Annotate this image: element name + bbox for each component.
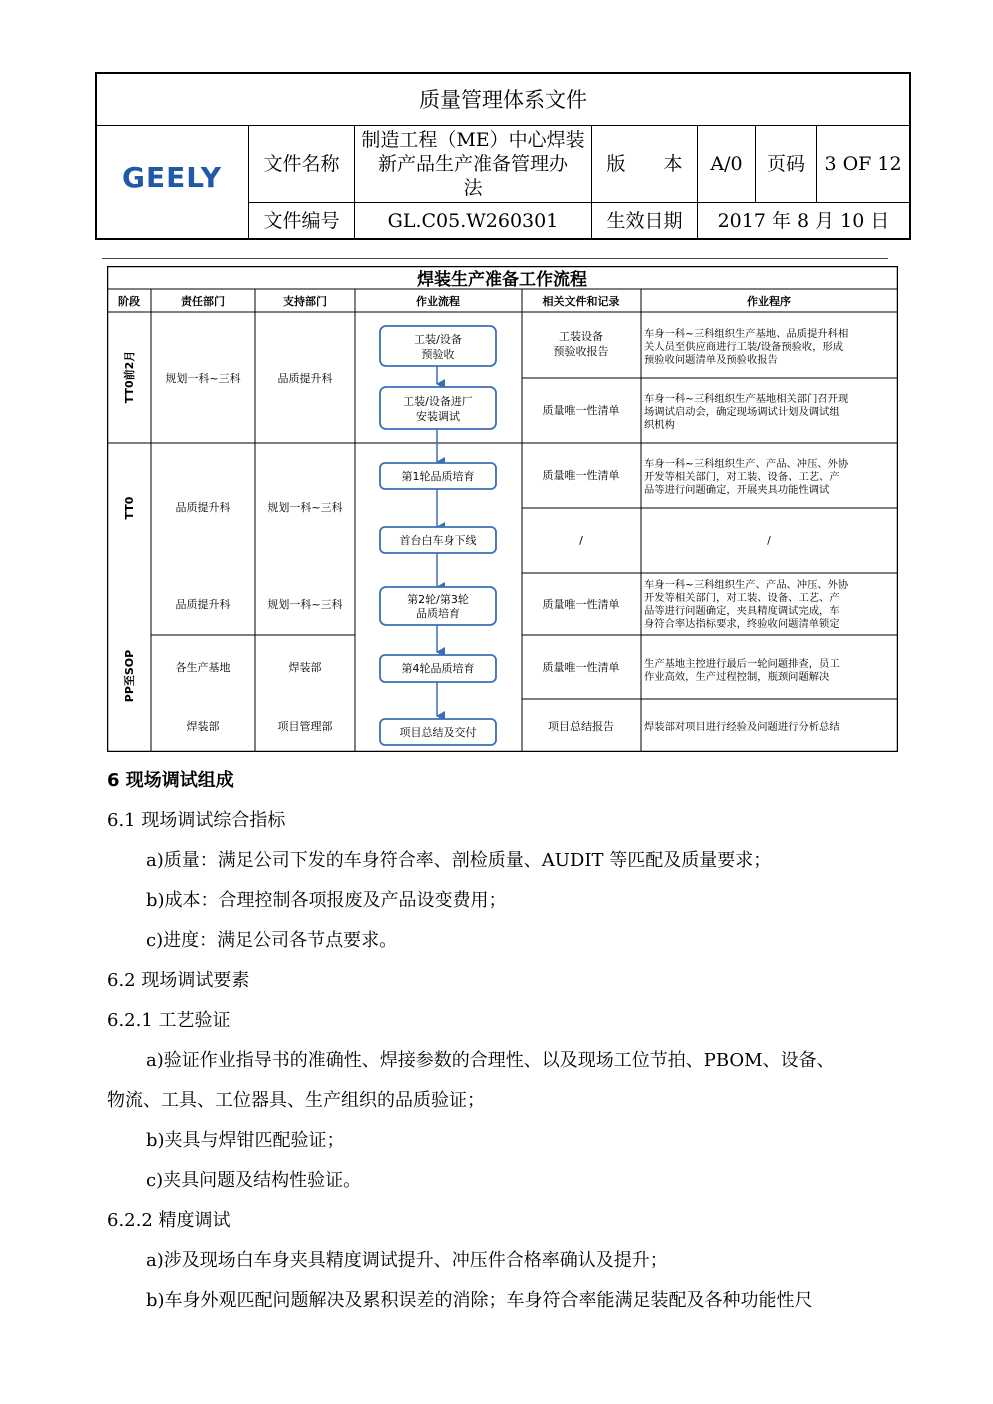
paragraph: c)进度：满足公司各节点要求。 [146,930,398,951]
procedure-text: 品等进行问题确定，开展夹具功能性调试 [644,484,830,496]
paragraph: b)夹具与焊钳匹配验证； [146,1130,345,1151]
procedure-text: 车身一科~三科组织生产基地相关部门召开现 [644,393,849,405]
file-no-label: 文件编号 [263,209,340,232]
paragraph: c)夹具问题及结构性验证。 [146,1170,362,1191]
responsible-dept: 品质提升科 [175,598,231,611]
related-document: 项目总结报告 [548,720,614,733]
responsible-dept: 焊装部 [186,720,220,733]
procedure-text: 关人员至供应商进行工装/设备预验收，形成 [644,341,844,353]
related-document: 质量唯一性清单 [542,598,620,611]
process-step-label: 项目总结及交付 [399,726,477,739]
page-label: 页码 [766,153,805,175]
procedure-text: 品等进行问题确定，夹具精度调试完成，车 [644,605,840,617]
procedure-text: 车身一科~三科组织生产、产品、冲压、外协 [644,579,849,591]
section-6-title: 6 现场调试组成 [107,770,234,791]
process-step-label: 第2轮/第3轮 [407,593,469,606]
header-responsible: 责任部门 [181,295,225,308]
related-document: 工装设备 [559,330,603,343]
paragraph: b)车身外观匹配问题解决及累积误差的消除；车身符合率能满足装配及各种功能性尺 [146,1290,813,1311]
procedure-text: / [767,535,771,547]
responsible-dept: 规划一科~三科 [165,372,241,385]
document-title: 质量管理体系文件 [419,87,587,112]
process-step-label: 工装/设备进厂 [403,395,473,408]
file-name-line-1: 制造工程（ME）中心焊装 [361,129,585,151]
process-step-label: 安装调试 [416,410,460,423]
procedure-text: 车身一科~三科组织生产、产品、冲压、外协 [644,458,849,470]
header-documents: 相关文件和记录 [542,295,620,308]
support-dept: 焊装部 [288,661,322,674]
stage-tt0-before: TT0前2月 [123,350,136,404]
procedure-text: 场调试启动会，确定现场调试计划及调试组 [644,406,840,418]
file-no-value: GL.C05.W260301 [387,209,559,232]
support-dept: 项目管理部 [277,720,333,733]
version-label: 版 本 [606,153,683,175]
workflow-chart [107,266,898,752]
section-6-2-heading: 6.2 现场调试要素 [107,970,250,991]
version-value: A/0 [710,153,743,175]
process-step-label: 预验收 [421,348,455,361]
header-stage: 阶段 [118,295,140,308]
responsible-dept: 各生产基地 [175,661,231,674]
related-document: 预验收报告 [553,345,609,358]
header-divider [102,258,888,259]
process-step-label: 工装/设备 [414,333,462,346]
paragraph: b)成本：合理控制各项报废及产品设变费用； [146,890,507,911]
header-support: 支持部门 [283,295,327,308]
process-step-label: 品质培育 [416,607,460,620]
related-document: 质量唯一性清单 [542,404,620,417]
workflow-title: 焊装生产准备工作流程 [417,270,587,290]
paragraph: a)验证作业指导书的准确性、焊接参数的合理性、以及现场工位节拍、PBOM、设备、 [146,1050,835,1071]
procedure-text: 焊装部对项目进行经验及问题进行分析总结 [644,721,840,733]
section-6-2-2-heading: 6.2.2 精度调试 [107,1210,231,1231]
procedure-text: 生产基地主控进行最后一轮问题排查，员工 [644,658,840,670]
paragraph: a)涉及现场白车身夹具精度调试提升、冲压件合格率确认及提升； [146,1250,668,1271]
related-document: / [579,534,583,547]
effective-date-label: 生效日期 [606,209,683,232]
process-step-label: 首台白车身下线 [399,534,477,547]
stage-pp-to-sop: PP至SOP [123,649,136,703]
procedure-text: 预验收问题清单及预验收报告 [644,354,778,366]
related-document: 质量唯一性清单 [542,469,620,482]
related-document: 质量唯一性清单 [542,661,620,674]
responsible-dept: 品质提升科 [175,501,231,514]
procedure-text: 车身一科~三科组织生产基地、品质提升科相 [644,328,849,340]
page-value: 3 OF 12 [824,153,902,175]
procedure-text: 开发等相关部门，对工装、设备、工艺、产 [644,592,840,604]
effective-date-value: 2017 年 8 月 10 日 [717,209,890,232]
section-6-2-1-heading: 6.2.1 工艺验证 [107,1010,231,1031]
procedure-text: 作业高效，生产过程控制，瓶颈问题解决 [644,671,830,683]
procedure-text: 开发等相关部门，对工装、设备、工艺、产 [644,471,840,483]
paragraph: a)质量：满足公司下发的车身符合率、剖检质量、AUDIT 等匹配及质量要求； [146,850,772,871]
process-step-label: 第1轮品质培育 [401,470,475,483]
support-dept: 品质提升科 [277,372,333,385]
process-step-label: 第4轮品质培育 [401,662,475,675]
section-6-1-heading: 6.1 现场调试综合指标 [107,810,286,831]
logo-text: GEELY [122,162,222,192]
geely-logo [115,162,229,192]
file-name-line-3: 法 [463,177,483,199]
support-dept: 规划一科~三科 [267,598,343,611]
support-dept: 规划一科~三科 [267,501,343,514]
header-procedure: 作业程序 [747,295,791,308]
paragraph: 物流、工具、工位器具、生产组织的品质验证； [107,1090,485,1111]
procedure-text: 身符合率达指标要求，终验收问题清单锁定 [644,618,840,630]
file-name-line-2: 新产品生产准备管理办 [377,153,568,175]
stage-tt0: TT0 [123,496,136,520]
document-header-table [95,72,911,240]
header-process: 作业流程 [416,295,460,308]
procedure-text: 织机构 [644,419,675,431]
file-name-value [355,126,591,202]
file-name-label: 文件名称 [263,153,340,175]
